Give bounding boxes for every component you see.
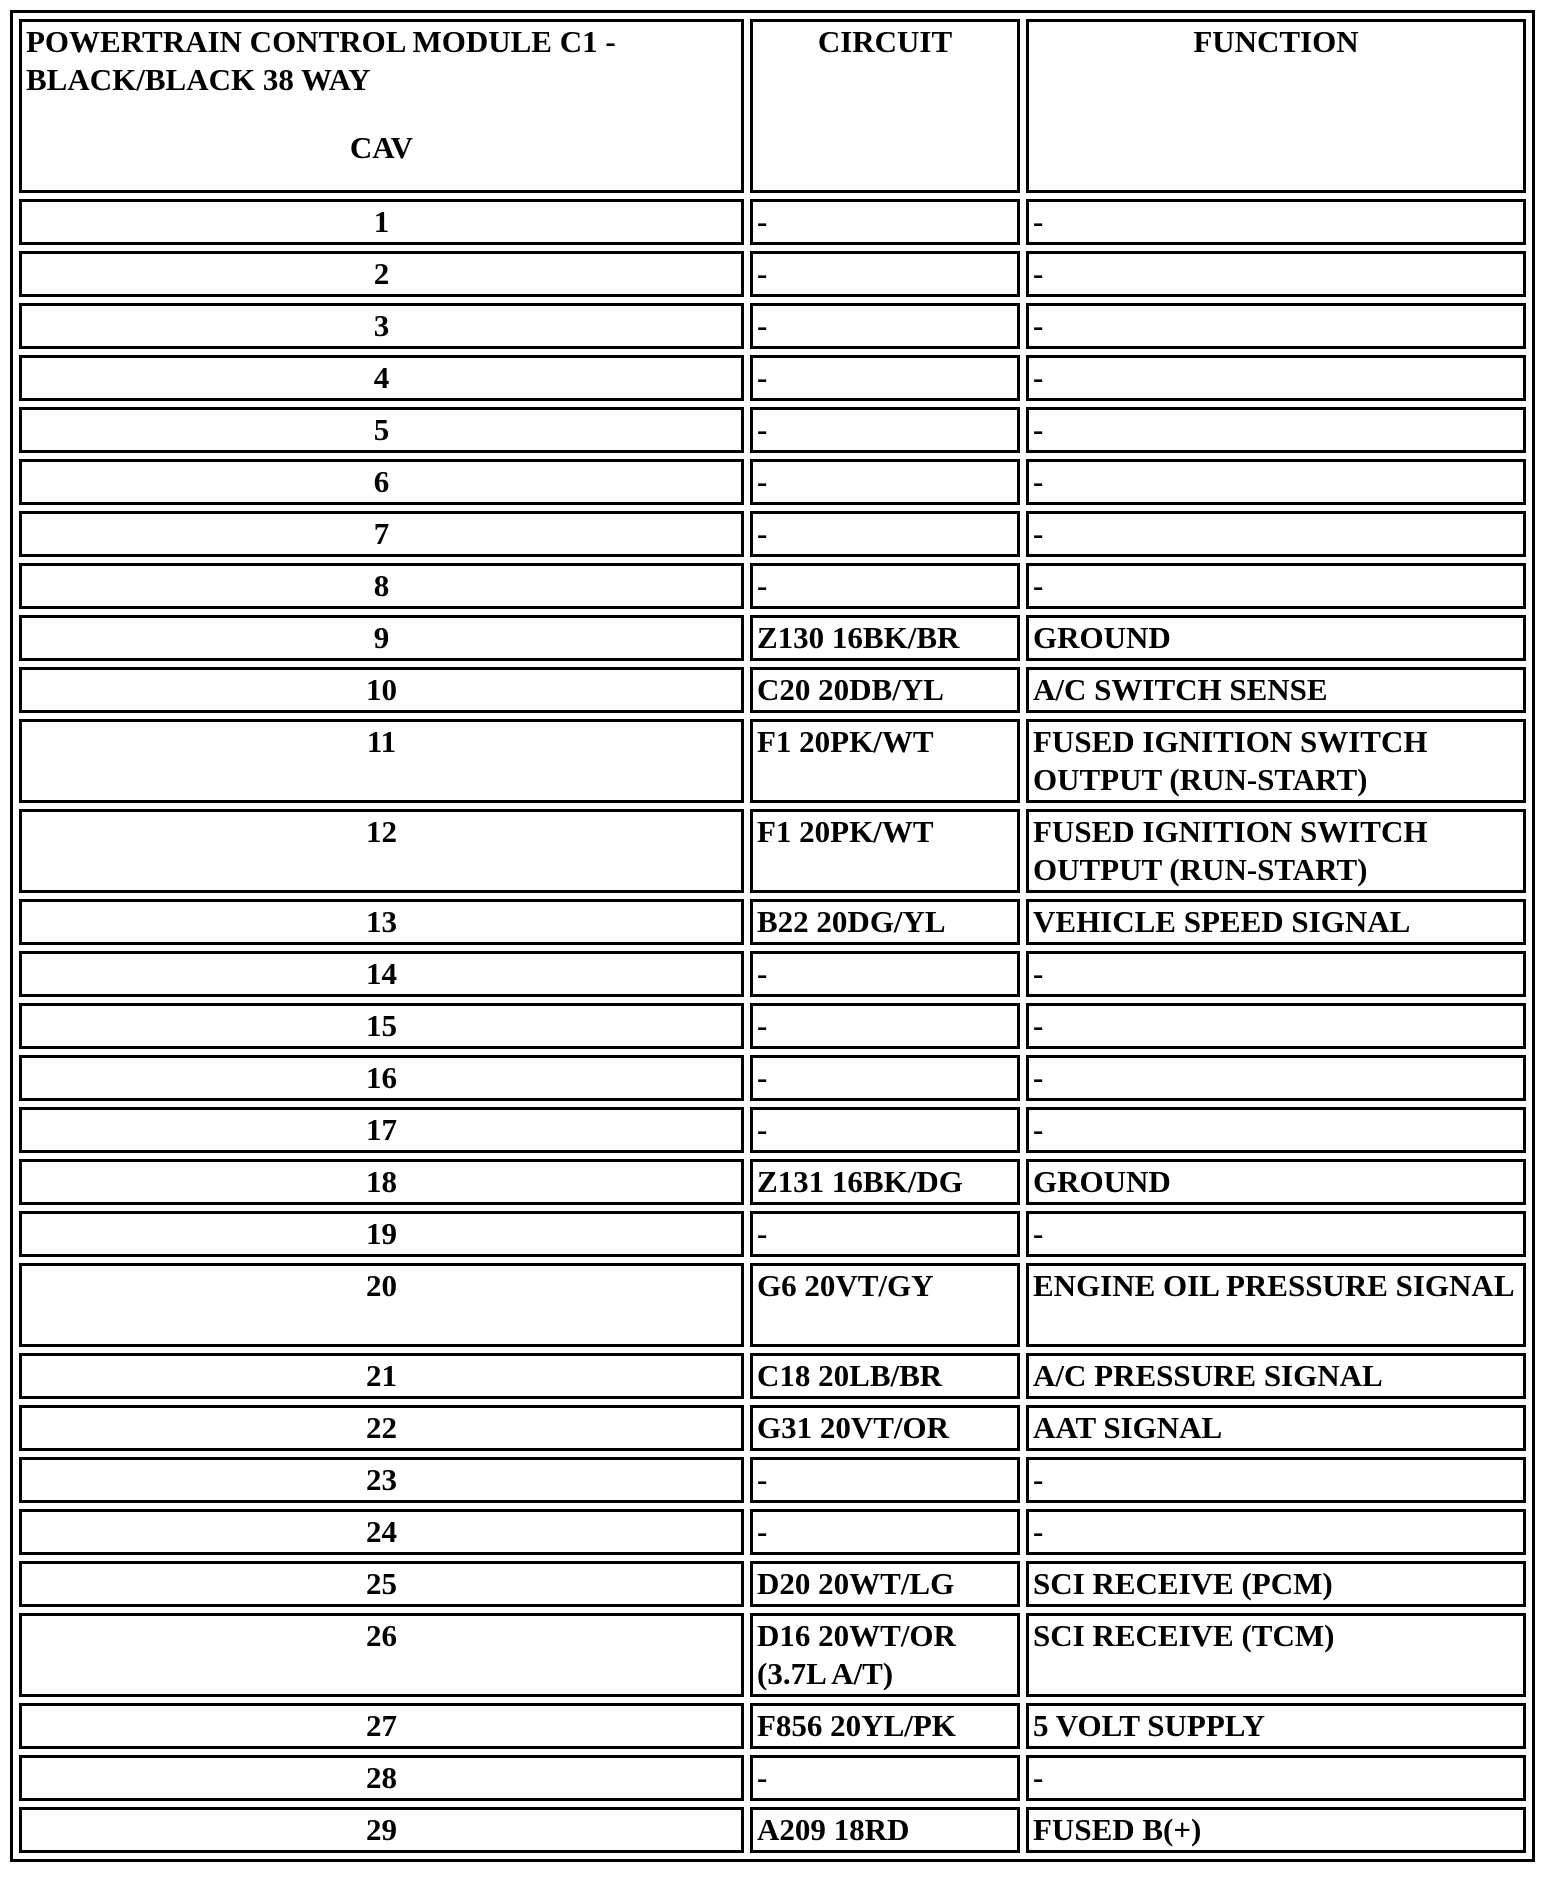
table-row <box>19 1755 1526 1801</box>
table-row <box>19 951 1526 997</box>
table-row <box>19 1457 1526 1503</box>
function-cell: - <box>1026 199 1526 245</box>
connector-title: POWERTRAIN CONTROL MODULE C1 - BLACK/BLACK 38 WAY <box>26 24 616 97</box>
circuit-cell: A209 18RD <box>750 1807 1020 1853</box>
function-cell: FUSED IGNITION SWITCH OUTPUT (RUN-START) <box>1026 719 1526 803</box>
circuit-cell: G6 20VT/GY <box>750 1263 1020 1347</box>
cav-cell: 5 <box>19 407 744 453</box>
table-row <box>19 511 1526 557</box>
table-row <box>19 303 1526 349</box>
table-row <box>19 1703 1526 1749</box>
function-cell: AAT SIGNAL <box>1026 1405 1526 1451</box>
function-cell: - <box>1026 355 1526 401</box>
cav-cell: 4 <box>19 355 744 401</box>
function-cell: - <box>1026 1003 1526 1049</box>
table-row <box>19 719 1526 803</box>
function-cell: GROUND <box>1026 615 1526 661</box>
circuit-cell: - <box>750 1003 1020 1049</box>
table-row <box>19 1807 1526 1853</box>
circuit-cell: - <box>750 1509 1020 1555</box>
cav-cell: 16 <box>19 1055 744 1101</box>
function-cell: - <box>1026 1211 1526 1257</box>
pinout-table <box>10 10 1535 1862</box>
circuit-cell: - <box>750 407 1020 453</box>
function-cell: - <box>1026 1107 1526 1153</box>
function-cell: - <box>1026 251 1526 297</box>
cav-cell: 8 <box>19 563 744 609</box>
function-header: FUNCTION <box>1026 19 1526 193</box>
circuit-cell: - <box>750 951 1020 997</box>
circuit-cell: - <box>750 199 1020 245</box>
function-cell: - <box>1026 459 1526 505</box>
cav-cell: 9 <box>19 615 744 661</box>
function-cell: SCI RECEIVE (TCM) <box>1026 1613 1526 1697</box>
function-cell: ENGINE OIL PRESSURE SIGNAL <box>1026 1263 1526 1347</box>
table-row <box>19 1211 1526 1257</box>
function-cell: A/C PRESSURE SIGNAL <box>1026 1353 1526 1399</box>
table-row <box>19 1405 1526 1451</box>
cav-cell: 27 <box>19 1703 744 1749</box>
circuit-cell: - <box>750 355 1020 401</box>
circuit-cell: - <box>750 459 1020 505</box>
cav-cell: 22 <box>19 1405 744 1451</box>
table-row <box>19 809 1526 893</box>
circuit-cell: F1 20PK/WT <box>750 719 1020 803</box>
function-cell: - <box>1026 1755 1526 1801</box>
function-cell: SCI RECEIVE (PCM) <box>1026 1561 1526 1607</box>
circuit-cell: C18 20LB/BR <box>750 1353 1020 1399</box>
circuit-cell: G31 20VT/OR <box>750 1405 1020 1451</box>
function-cell: - <box>1026 951 1526 997</box>
circuit-header: CIRCUIT <box>750 19 1020 193</box>
circuit-cell: F1 20PK/WT <box>750 809 1020 893</box>
cav-cell: 15 <box>19 1003 744 1049</box>
circuit-cell: - <box>750 251 1020 297</box>
cav-cell: 28 <box>19 1755 744 1801</box>
table-row <box>19 1561 1526 1607</box>
circuit-cell: - <box>750 1211 1020 1257</box>
table-row <box>19 1509 1526 1555</box>
cav-cell: 14 <box>19 951 744 997</box>
table-row <box>19 459 1526 505</box>
cav-cell: 23 <box>19 1457 744 1503</box>
function-cell: - <box>1026 563 1526 609</box>
cav-cell: 10 <box>19 667 744 713</box>
cav-cell: 3 <box>19 303 744 349</box>
table-row <box>19 1613 1526 1697</box>
function-cell: 5 VOLT SUPPLY <box>1026 1703 1526 1749</box>
cav-cell: 29 <box>19 1807 744 1853</box>
circuit-cell: F856 20YL/PK <box>750 1703 1020 1749</box>
table-row <box>19 1263 1526 1347</box>
header-row <box>19 19 1526 193</box>
cav-cell: 1 <box>19 199 744 245</box>
cav-cell: 24 <box>19 1509 744 1555</box>
circuit-cell: - <box>750 1107 1020 1153</box>
cav-cell: 19 <box>19 1211 744 1257</box>
pinout-body <box>19 199 1526 1853</box>
cav-cell: 25 <box>19 1561 744 1607</box>
table-row <box>19 1353 1526 1399</box>
circuit-cell: B22 20DG/YL <box>750 899 1020 945</box>
circuit-cell: D16 20WT/OR (3.7L A/T) <box>750 1613 1020 1697</box>
table-row <box>19 1107 1526 1153</box>
table-row <box>19 1003 1526 1049</box>
cav-header: CAV <box>349 130 414 165</box>
table-row <box>19 667 1526 713</box>
circuit-cell: D20 20WT/LG <box>750 1561 1020 1607</box>
function-cell: - <box>1026 407 1526 453</box>
function-cell: A/C SWITCH SENSE <box>1026 667 1526 713</box>
circuit-cell: - <box>750 1055 1020 1101</box>
cav-cell: 12 <box>19 809 744 893</box>
function-cell: FUSED IGNITION SWITCH OUTPUT (RUN-START) <box>1026 809 1526 893</box>
function-cell: GROUND <box>1026 1159 1526 1205</box>
header-connector-cell <box>19 19 744 193</box>
cav-cell: 26 <box>19 1613 744 1697</box>
function-cell: VEHICLE SPEED SIGNAL <box>1026 899 1526 945</box>
circuit-cell: - <box>750 1755 1020 1801</box>
table-row <box>19 355 1526 401</box>
cav-cell: 21 <box>19 1353 744 1399</box>
circuit-cell: - <box>750 511 1020 557</box>
cav-cell: 18 <box>19 1159 744 1205</box>
table-row <box>19 899 1526 945</box>
circuit-cell: C20 20DB/YL <box>750 667 1020 713</box>
function-cell: - <box>1026 1055 1526 1101</box>
cav-cell: 6 <box>19 459 744 505</box>
circuit-cell: - <box>750 563 1020 609</box>
table-row <box>19 615 1526 661</box>
table-row <box>19 1159 1526 1205</box>
cav-cell: 11 <box>19 719 744 803</box>
function-cell: FUSED B(+) <box>1026 1807 1526 1853</box>
function-cell: - <box>1026 1457 1526 1503</box>
cav-cell: 2 <box>19 251 744 297</box>
table-row <box>19 1055 1526 1101</box>
cav-cell: 7 <box>19 511 744 557</box>
cav-cell: 13 <box>19 899 744 945</box>
cav-cell: 17 <box>19 1107 744 1153</box>
table-row <box>19 563 1526 609</box>
circuit-cell: - <box>750 303 1020 349</box>
function-cell: - <box>1026 303 1526 349</box>
circuit-cell: Z131 16BK/DG <box>750 1159 1020 1205</box>
function-cell: - <box>1026 1509 1526 1555</box>
table-row <box>19 407 1526 453</box>
circuit-cell: - <box>750 1457 1020 1503</box>
function-cell: - <box>1026 511 1526 557</box>
cav-cell: 20 <box>19 1263 744 1347</box>
table-row <box>19 199 1526 245</box>
circuit-cell: Z130 16BK/BR <box>750 615 1020 661</box>
table-row <box>19 251 1526 297</box>
